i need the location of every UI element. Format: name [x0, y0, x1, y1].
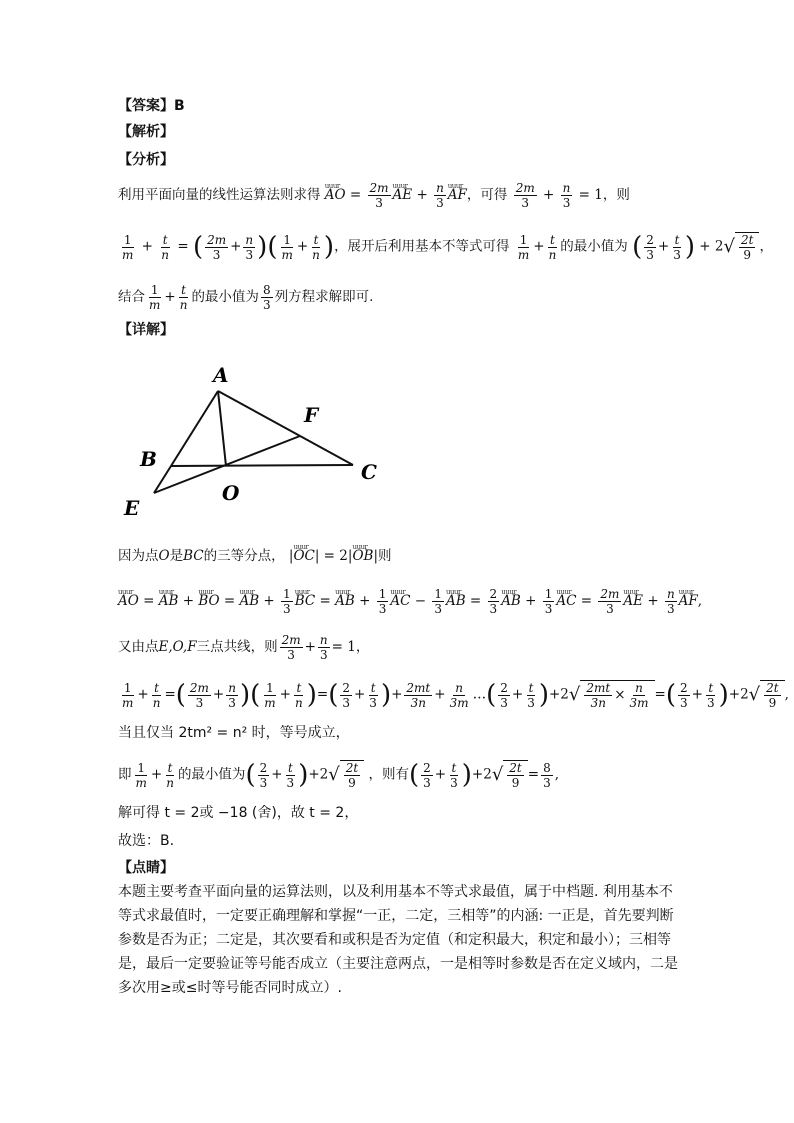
- analysis-line-3: 结合 $\frac{1}{m}$ + $\frac{t}{n}$ 的最小值为 $\frac{8}{3}$ 列方程求解即可.: [118, 283, 374, 312]
- math-vector: uuur AB: [239, 591, 259, 611]
- fraction: $\frac{2m}{3}$: [600, 587, 620, 616]
- comment-heading: 【点睛】: [118, 860, 174, 876]
- fraction: $\frac{t}{3}$: [527, 680, 535, 710]
- detail-text: 则: [378, 548, 392, 564]
- fraction: $\frac{2}{3}$: [489, 587, 498, 616]
- fraction: $\frac{2}{3}$: [342, 680, 350, 710]
- fraction: $\frac{8}{3}$: [543, 760, 551, 790]
- fraction: $\frac{2m}{3}$: [207, 232, 227, 262]
- math-symbol: O: [158, 548, 170, 564]
- fraction: $\frac{t}{3}$: [286, 760, 295, 790]
- fraction: $\frac{n}{3}$: [666, 587, 675, 616]
- detail-text: ，则有: [368, 766, 409, 783]
- math-vector: uuur AF: [679, 591, 698, 611]
- fraction: $\frac{2m}{3}$: [281, 633, 301, 662]
- math-vector: uuur BC: [295, 591, 316, 611]
- fraction: $\frac{2}{3}$: [680, 680, 688, 710]
- fraction: $\frac{1}{3}$: [283, 587, 291, 616]
- math-vector: uuur AO: [118, 591, 139, 611]
- detail-text: 是: [169, 548, 184, 564]
- detail-text: 又由点: [118, 639, 159, 655]
- fraction: $\frac{1}{m}$: [517, 232, 530, 262]
- math-vector: uuur OB: [352, 546, 373, 566]
- fraction: $\frac{1}{m}$: [135, 760, 147, 790]
- fraction: $\frac{t}{n}$: [179, 283, 188, 312]
- fraction: $\frac{2}{3}$: [423, 760, 431, 790]
- label-a: A: [213, 363, 229, 387]
- detail-line-3: 又由点E,O,F三点共线，则 $\frac{2m}{3}$ + $\frac{n}{3}$ = 1，: [118, 633, 370, 662]
- detail-line-8: 故选：B.: [118, 833, 175, 849]
- fraction: $\frac{t}{3}$: [369, 680, 377, 710]
- detail-text: 的最小值为: [177, 766, 246, 783]
- label-f: F: [304, 403, 319, 427]
- fraction: $\frac{t}{3}$: [706, 680, 715, 710]
- math-vector: uuur AC: [556, 591, 576, 611]
- fraction: $\frac{2}{3}$: [259, 760, 268, 790]
- label-c: C: [361, 460, 377, 484]
- fraction: $\frac{2m}{3}$: [189, 680, 209, 710]
- analysis-text: 利用平面向量的线性运算法则求得: [118, 187, 321, 203]
- fraction: $\frac{1}{m}$: [122, 232, 134, 262]
- comment-paragraph: 本题主要考查平面向量的运算法则，以及利用基本不等式求最值，属于中档题. 利用基本不等式求最值时，一定要正确理解和掌握“一正，二定，三相等”的内涵: 一正是，首先要判断参数是否为正；二定是，其次要看和或积是否为定值（和定积最大，积定和最小）；三相等是，最后一定要验证等号能否成立（主要注意两点，一是相等时参数是否在定义域内，二是多次用≥或≤时等号能否同时成立）.: [118, 884, 678, 996]
- math-vector: uuur AB: [335, 591, 355, 611]
- math-vector: uuur AB: [501, 591, 521, 611]
- detail-line-5: 当且仅当 2tm² = n² 时，等号成立，: [118, 725, 350, 741]
- math-vector: uuur AB: [159, 591, 179, 611]
- math-vector: uuur AC: [390, 591, 410, 611]
- detail-text: 三点共线，则: [196, 639, 278, 655]
- math-vector: uuur AE: [623, 591, 643, 611]
- analysis-text: 的最小值为: [560, 238, 628, 255]
- detail-text: 的三等分点，: [203, 548, 285, 564]
- analysis-text: 列方程求解即可.: [274, 289, 374, 305]
- fraction: $\frac{2m}{3}$: [515, 181, 535, 210]
- detail-line-7: 解可得 t = 2或 −18 (舍)，故 t = 2，: [118, 805, 359, 821]
- fraction: $\frac{n}{3m}$: [629, 681, 649, 710]
- detail-line-4: $\frac{1}{m}$ + $\frac{t}{n}$ =( $\frac{2m}{3}$ + $\frac{n}{3}$ )( $\frac{1}{m}$ + $\frac{t}{n}$ )=( $\frac{2}{3}$ + $\frac{t}{3}$ )+ $\frac{2mt}{3n}$ + $\frac{n}{3m}$ …( $\frac{2}{3}$ + $\frac{t}{3}$ )+2√ $\frac{2mt}{3n}$ × $\frac{n}{3m}$ =( $\frac{2}{3}$ + $\frac{t}{3}$ )+2√ $\frac{2t}{9}$ ,: [122, 680, 789, 710]
- math-vector: uuur AF: [448, 185, 467, 205]
- detail-line-2: uuur AO = uuur AB + uuur BO = uuur AB + $\frac{1}{3}$ uuur BC = uuur AB + $\frac{1}{3}$ uuur AC − $\frac{1}{3}$ uuur AB = $\frac{2}{3}$ uuur AB + $\frac{1}{3}$ uuur AC = $\frac{2m}{3}$ uuur AE + $\frac{n}{3}$ uuur AF,: [118, 587, 702, 616]
- label-o: O: [222, 481, 240, 505]
- fraction: $\frac{2t}{9}$: [345, 761, 359, 790]
- fraction: $\frac{t}{n}$: [152, 680, 161, 710]
- fraction: $\frac{2t}{9}$: [509, 761, 522, 790]
- detail-text: 因为点: [118, 548, 159, 564]
- analysis-heading: 【解析】: [118, 124, 174, 140]
- fraction: $\frac{n}{3}$: [228, 680, 236, 710]
- fraction: $\frac{t}{n}$: [161, 232, 170, 262]
- fraction: $\frac{n}{3m}$: [449, 680, 469, 710]
- answer-heading: 【答案】B: [118, 98, 185, 114]
- fraction: $\frac{1}{3}$: [378, 587, 387, 616]
- fraction: $\frac{2mt}{3n}$: [406, 680, 431, 710]
- segment-bc: [171, 465, 353, 466]
- segment-ab: [171, 391, 218, 466]
- fraction: $\frac{2t}{9}$: [740, 233, 754, 262]
- analysis-line-1: 利用平面向量的线性运算法则求得 uuur AO = $\frac{2m}{3}$ uuur AE + $\frac{n}{3}$ uuur AF，可得 $\frac{2m}{3}$ + $\frac{n}{3}$ = 1，则: [118, 181, 630, 210]
- fraction: $\frac{8}{3}$: [262, 283, 271, 312]
- analysis-text: ，展开后利用基本不等式可得: [334, 238, 510, 255]
- math-vector: uuur AB: [446, 591, 466, 611]
- fraction: $\frac{n}{3}$: [562, 181, 571, 210]
- fraction: $\frac{1}{m}$: [264, 680, 276, 710]
- analysis-text: 的最小值为: [191, 289, 259, 305]
- math-symbol: BC: [183, 548, 204, 564]
- fraction: $\frac{2t}{9}$: [766, 681, 779, 710]
- fraction: $\frac{n}{3}$: [319, 633, 328, 662]
- fraction: $\frac{n}{3}$: [245, 232, 254, 262]
- detail-text: 即: [118, 766, 132, 783]
- fraction: $\frac{t}{n}$: [312, 232, 320, 262]
- fraction: $\frac{2m}{3}$: [369, 181, 389, 210]
- fraction: $\frac{t}{3}$: [673, 232, 681, 262]
- segment-ao: [218, 391, 226, 466]
- detail-heading: 【详解】: [118, 322, 174, 338]
- fraction: $\frac{1}{m}$: [122, 680, 134, 710]
- fraction: $\frac{2}{3}$: [646, 232, 654, 262]
- math-vector: uuur AE: [393, 185, 413, 205]
- fraction: $\frac{1}{m}$: [281, 232, 293, 262]
- detail-line-6: 即 $\frac{1}{m}$ + $\frac{t}{n}$ 的最小值为( $\frac{2}{3}$ + $\frac{t}{3}$ )+2√ $\frac{2t}{9}$ ，则有( $\frac{2}{3}$ + $\frac{t}{3}$ )+2√ $\frac{2t}{9}$ = $\frac{8}{3}$ ,: [118, 760, 560, 790]
- label-e: E: [124, 496, 140, 520]
- triangle-diagram: [118, 355, 398, 525]
- math-vector: uuur BO: [198, 591, 219, 611]
- detail-line-1: 因为点O是BC的三等分点， |uuur OC| = 2|uuur OB|则: [118, 546, 392, 566]
- segment-ac: [218, 391, 353, 465]
- analysis-text: ，可得: [466, 187, 508, 203]
- fraction: $\frac{t}{n}$: [548, 232, 557, 262]
- label-b: B: [140, 447, 157, 471]
- fraction: $\frac{1}{m}$: [149, 283, 161, 312]
- analysis-text: ，则: [602, 187, 630, 203]
- analysis-text: 结合: [118, 289, 145, 305]
- fraction: $\frac{1}{3}$: [434, 587, 442, 616]
- fraction: $\frac{t}{n}$: [294, 680, 303, 710]
- math-symbol: E,O,F: [158, 639, 197, 655]
- fraction: $\frac{n}{3}$: [436, 181, 444, 210]
- fraction: $\frac{t}{n}$: [166, 760, 174, 790]
- math-vector: uuur AO: [325, 185, 346, 205]
- fraction: $\frac{2}{3}$: [500, 680, 508, 710]
- breakdown-heading: 【分析】: [118, 152, 174, 168]
- fraction: $\frac{1}{3}$: [544, 587, 553, 616]
- analysis-line-2: $\frac{1}{m}$ + $\frac{t}{n}$ = ( $\frac{2m}{3}$ + $\frac{n}{3}$ )( $\frac{1}{m}$ + $\frac{t}{n}$ )，展开后利用基本不等式可得 $\frac{1}{m}$ + $\frac{t}{n}$ 的最小值为 ( $\frac{2}{3}$ + $\frac{t}{3}$ ) + 2√ $\frac{2t}{9}$ ，: [122, 232, 773, 262]
- math-vector: uuur OC: [293, 546, 314, 566]
- fraction: $\frac{t}{3}$: [450, 760, 458, 790]
- fraction: $\frac{2mt}{3n}$: [586, 681, 611, 710]
